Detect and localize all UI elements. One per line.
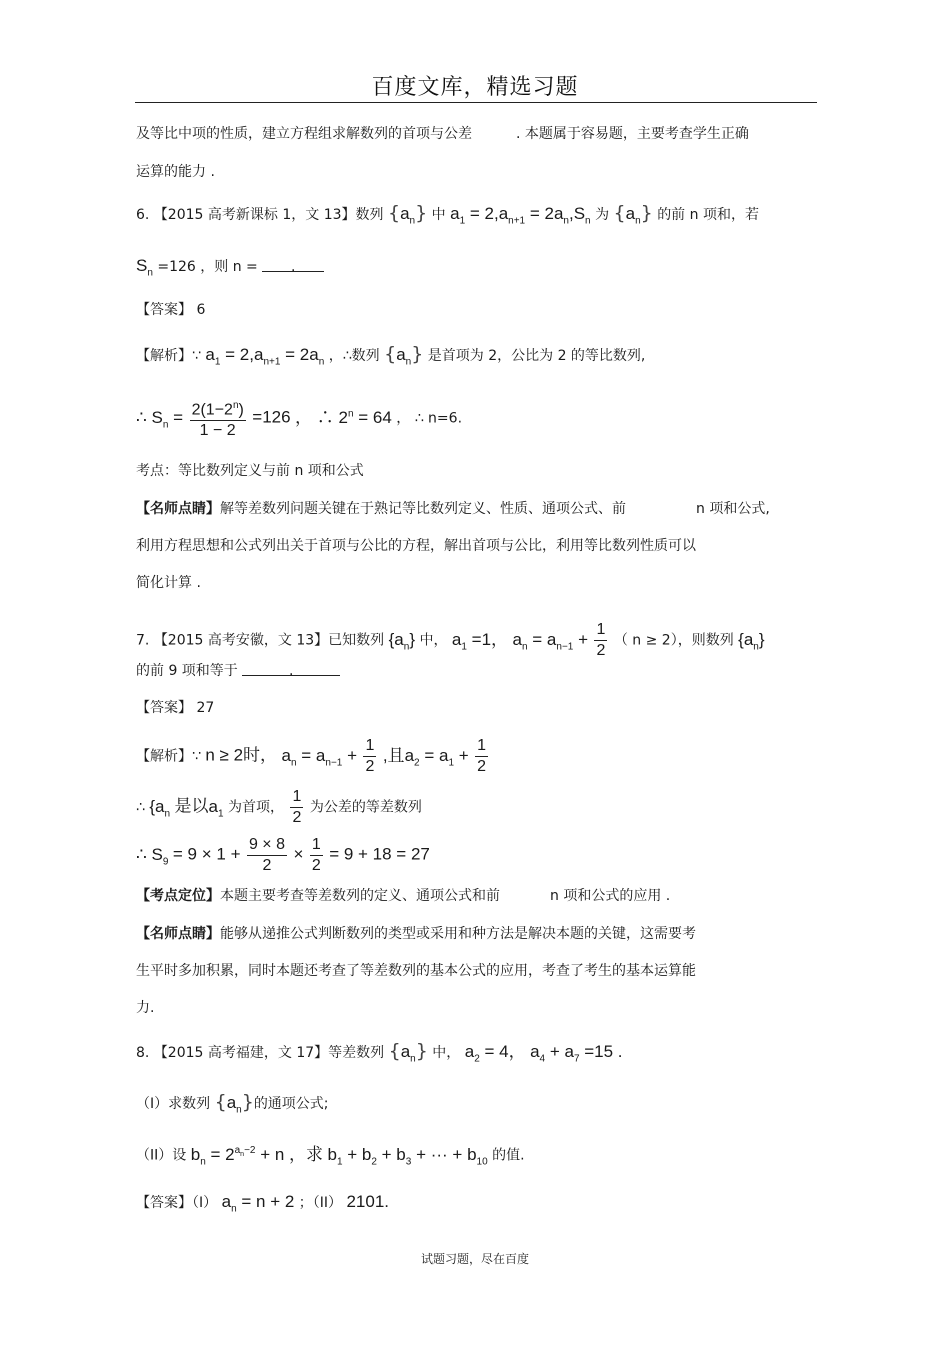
s9-fraction: $\frac{9 \times 8}{2}$ (248, 836, 285, 874)
q6-sn: $S_n$ (136, 256, 153, 279)
set-brace: } (241, 1091, 254, 1113)
q7-a1-ref: $a_1$ (208, 796, 224, 819)
q8-part1-tail: 的通项公式; (253, 1096, 329, 1112)
q7-first-term: 为首项， (228, 799, 285, 816)
set-brace: } (640, 202, 653, 224)
analysis-label: 【解析】∵ (136, 348, 201, 364)
seq-an: $a_n$ (400, 204, 416, 227)
q8-a2: $a_2 = 4$， (464, 1042, 526, 1065)
therefore-symbol: ∴ (136, 799, 145, 816)
q6-sum-formula (136, 396, 462, 441)
set-brace: { (384, 343, 397, 365)
q5-text-a: 及等比中项的性质，建立方程组求解数列的首项与公差 (136, 126, 472, 142)
q6-analysis (136, 344, 645, 372)
q7-tip-line2: 生平时多加积累，同时本题还考查了等差数列的基本公式的应用，考查了考生的基本运算能 (136, 963, 696, 979)
s9-expr-b: = 9 + 18 = 27 (329, 844, 430, 864)
half-fraction: $\frac{1}{2}$ (365, 737, 375, 775)
set-brace: } (415, 1040, 428, 1062)
q7-common-diff: 为公差的等差数列 (309, 799, 422, 816)
q7-kaodian: 【考点定位】本题主要考查等差数列的定义、通项公式和前 n 项和公式的应用 . (136, 888, 671, 904)
answer-label: 【答案】 (136, 700, 192, 716)
q6-for: 为 (595, 207, 610, 223)
q6-analysis-eq: $a_1 = 2,a_{n+1} = 2a_n$ (205, 345, 325, 368)
q7-recursion: $a_n = a_{n-1}$ + (512, 629, 589, 652)
q8-bn-def: $b_n = 2^{a_n-2} + n$ ，求 (190, 1144, 324, 1168)
q8-mid: 中， (432, 1045, 461, 1061)
q7-statement-line1 (136, 620, 765, 661)
s9-times: × (293, 844, 304, 864)
q7-a1: $a_1 =1$， (451, 629, 509, 652)
q6-analysis-tail: 是首项为 2，公比为 2 的等比数列, (427, 348, 646, 364)
q6-sn-eq: =126 ，则 n = (157, 259, 258, 275)
set-brace: } (411, 343, 424, 365)
q8-part2 (136, 1141, 525, 1172)
q8-sum-b: $b_1 + b_2 + b_3$ + ··· + $b_{10}$ (327, 1144, 488, 1168)
seq-an: $a_n$ (400, 1042, 416, 1065)
seq-an: $a_n$ (396, 345, 412, 368)
q7-mid: 中， (419, 632, 448, 649)
q7-cond: （ n ≥ 2），则数列 (613, 632, 734, 649)
q7-intro: 7. 【2015 高考安徽，文 13】已知数列 (136, 632, 385, 649)
q8-statement (136, 1041, 623, 1069)
q7-answer (136, 698, 214, 718)
q6-tip-line2: 利用方程思想和公式列出关于首项与公比的方程，解出首项与公比，利用等比数列性质可以 (136, 538, 696, 554)
q7-analysis (136, 736, 490, 777)
q6-intro: 6. 【2015 高考新课标 1，文 13】数列 (136, 207, 384, 223)
half-fraction: $\frac{1}{2}$ (311, 836, 321, 874)
seq-an: $\{a_n\}$ (388, 629, 415, 652)
q8-answer (136, 1192, 389, 1219)
q6-analysis-mid: ，∴数列 (328, 348, 380, 364)
q6-statement-line2 (136, 256, 324, 283)
page-footer: 试题习题，尽在百度 (420, 1252, 529, 1266)
q7-tip-line1: 【名师点睛】能够从递推公式判断数列的类型或采用和种方法是解决本题的关键，这需要考 (136, 926, 696, 942)
half-fraction: $\frac{1}{2}$ (596, 621, 606, 659)
q8-part2-label: （II）设 (136, 1147, 187, 1164)
set-brace: { (613, 202, 626, 224)
set-brace: { (214, 1091, 227, 1113)
q6-answer (136, 300, 205, 320)
q6-tip-line1: 【名师点睛】解等差数列问题关键在于熟记等比数列定义、性质、通项公式、前 n 项和公式, (136, 501, 770, 517)
answer-blank: . (262, 257, 324, 272)
half-fraction: $\frac{1}{2}$ (477, 737, 487, 775)
q7-conclusion (136, 787, 422, 828)
q7-line2: 的前 9 项和等于 (136, 663, 238, 679)
tip-label: 【名师点睛】 (136, 501, 220, 517)
page-header-title: 百度文库，精选习题 (371, 75, 579, 100)
seq-an: $\{a_n\}$ (738, 629, 765, 652)
sum-value: =126 (252, 407, 291, 427)
q7-analysis-eq: $a_n = a_{n-1}$ + (281, 745, 358, 768)
seq-an: $a_n$ (625, 204, 641, 227)
half-fraction: $\frac{1}{2}$ (292, 788, 302, 826)
q8-part1 (136, 1092, 329, 1120)
s9-expr-a: = 9 × 1 + (172, 844, 241, 864)
s9-label: ∴ $S_9$ (136, 844, 169, 867)
seq-an: $a_n$ (226, 1093, 242, 1116)
sum-fraction: $\frac{2(1-2^n)}{1 - 2}$ (190, 396, 246, 441)
q6-mid1: 中 (431, 207, 446, 223)
q8-a4a7: $a_4 + a_7 =15$ . (530, 1042, 623, 1065)
q8-part1-label: （I）求数列 (136, 1096, 211, 1112)
pow-expr: ， ∴ 2$^n$ = 64 (295, 407, 392, 427)
q7-tip-line3: 力. (136, 1000, 155, 1016)
q7-statement-line2 (136, 661, 340, 681)
sum-sn: ∴ $S_n$ = (136, 407, 184, 431)
answer-label: 【答案】（I） (136, 1195, 218, 1211)
q6-tip-line3: 简化计算 . (136, 575, 201, 591)
kaodian-label: 【考点定位】 (136, 888, 220, 904)
q6-tail: 的前 n 项和，若 (657, 207, 759, 223)
q7-s9-formula (136, 835, 430, 876)
q7-analysis-cond: n ≥ 2时， (205, 745, 278, 765)
q6-statement-line1 (136, 203, 759, 231)
q7-analysis-and: ,且$a_2 = a_1$ + (382, 745, 469, 768)
set-brace: { (387, 202, 401, 224)
q8-sum-tail: 的值. (492, 1147, 525, 1164)
analysis-label: 【解析】∵ (136, 748, 201, 765)
q6-condition: $a_1 = 2,a_{n+1} = 2a_n,S_n$ (450, 204, 591, 227)
pow-tail: ， ∴ n=6. (396, 410, 463, 427)
q8-intro: 8. 【2015 高考福建，文 17】等差数列 (136, 1045, 385, 1061)
header-divider (135, 102, 817, 103)
answer-label: 【答案】 (136, 302, 192, 318)
q8-answer1: $a_n = n + 2$ (221, 1192, 295, 1215)
q5-text-b: . 本题属于容易题，主要考查学生正确 (516, 126, 749, 142)
q8-answer-sep: ；（II） (298, 1195, 343, 1211)
q8-answer2: 2101. (346, 1192, 390, 1211)
q7-is-first: 是以 (174, 796, 209, 817)
tip-label: 【名师点睛】 (136, 926, 220, 942)
seq-an: {$a_n$ (149, 796, 171, 819)
answer-blank: . (242, 661, 340, 676)
set-brace: } (415, 202, 428, 224)
answer-value: 27 (196, 700, 215, 716)
q6-kaodian: 考点：等比数列定义与前 n 项和公式 (136, 463, 364, 479)
set-brace: { (388, 1040, 401, 1062)
q5-tail-line2: 运算的能力 . (136, 164, 215, 180)
q5-tail-line1 (136, 124, 749, 144)
answer-value: 6 (196, 302, 206, 318)
